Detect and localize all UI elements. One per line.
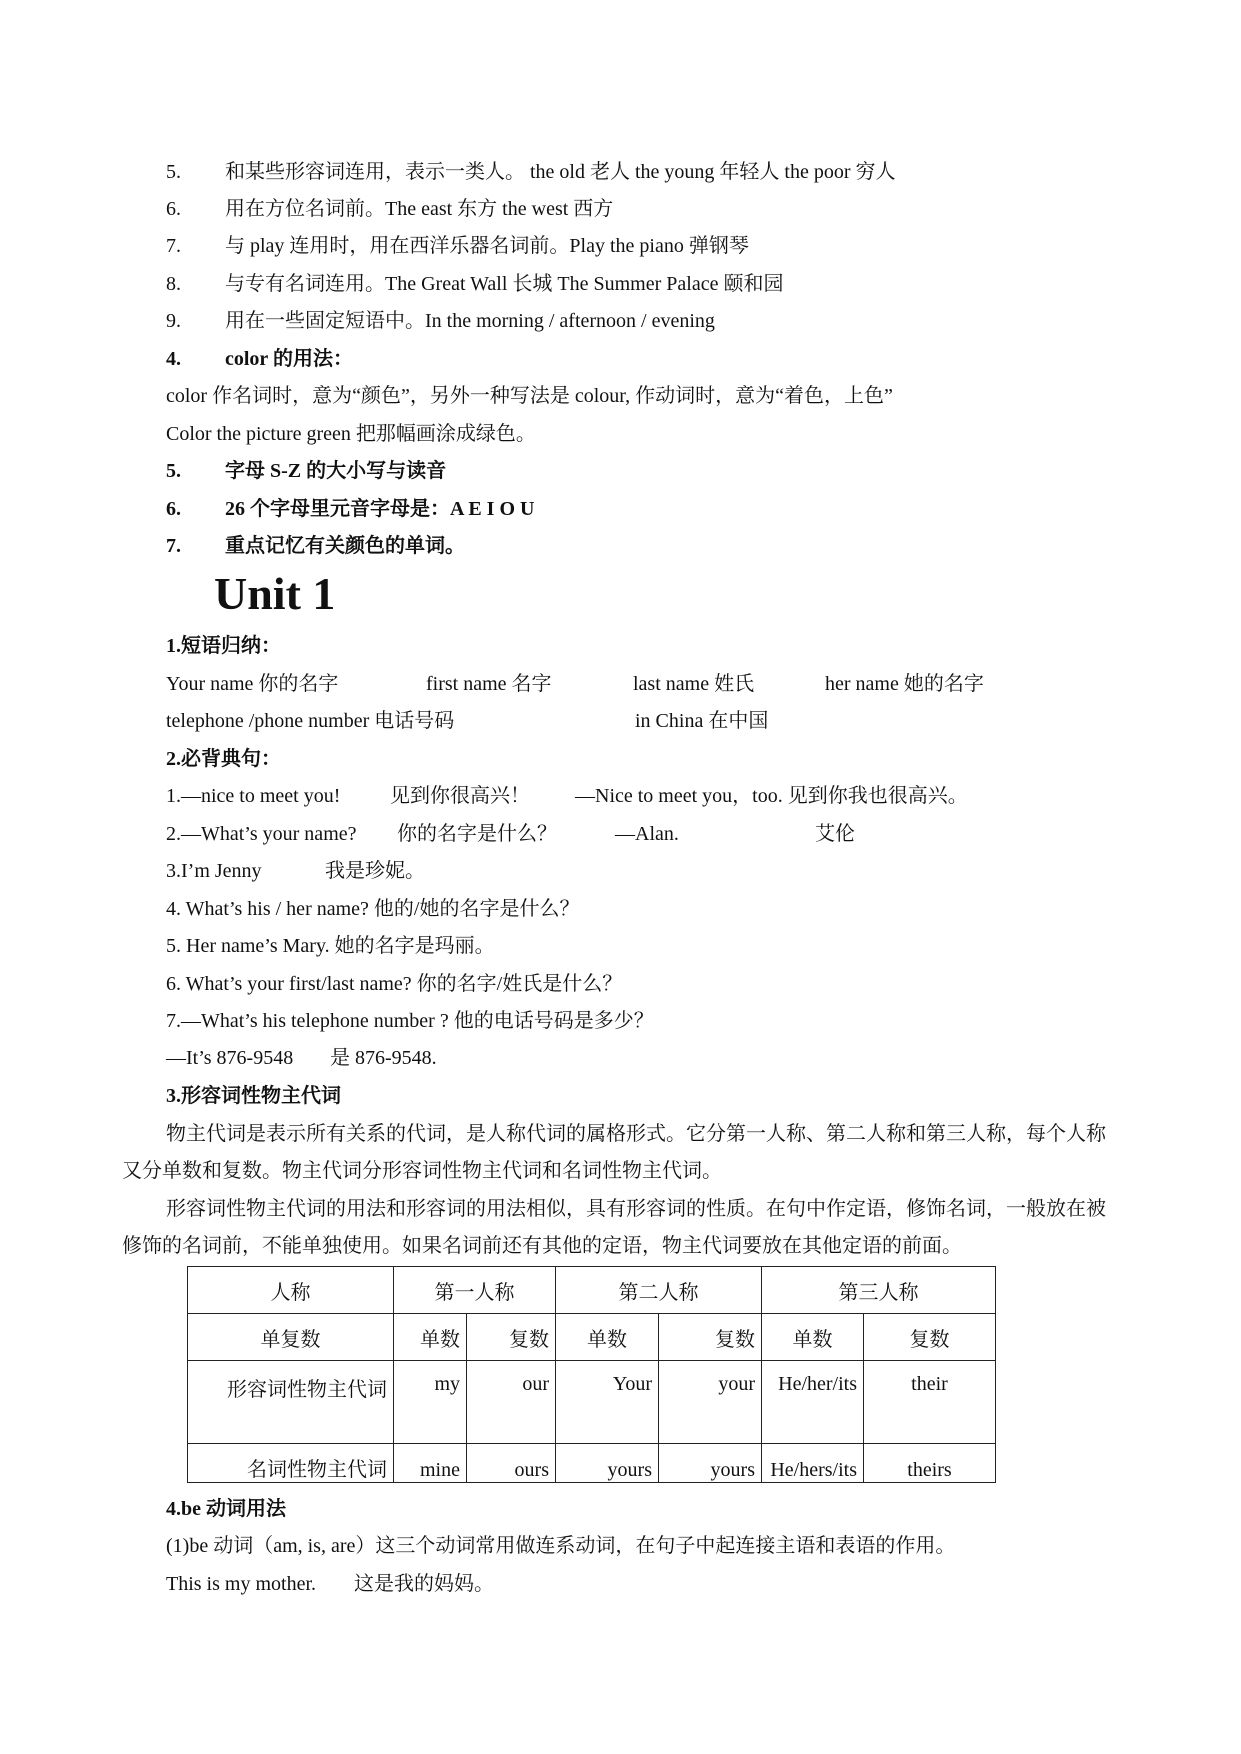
table-header: 第二人称	[556, 1267, 762, 1314]
sentence-en: This is my mother.	[166, 1573, 316, 1595]
sentence-zh: 艾伦	[815, 823, 855, 845]
sentence-zh: 是 876-9548.	[330, 1047, 437, 1069]
table-cell: ours	[467, 1444, 556, 1483]
list-item	[166, 495, 534, 523]
table-cell: our	[467, 1361, 556, 1444]
table-cell: He/her/its	[762, 1361, 864, 1444]
table-cell: my	[394, 1361, 467, 1444]
item-number: 5.	[166, 161, 181, 183]
sentence	[166, 820, 855, 848]
sentence: 7.—What’s his telephone number ? 他的电话号码是多少？	[166, 1010, 654, 1032]
sentence: 4. What’s his / her name? 他的/她的名字是什么？	[166, 898, 580, 920]
table-cell: 形容词性物主代词	[188, 1361, 394, 1444]
sentence	[166, 857, 425, 885]
list-item	[166, 532, 465, 560]
item-number: 9.	[166, 310, 181, 332]
phrase: in China 在中国	[635, 710, 769, 732]
item-text: 和某些形容词连用，表示一类人。 the old 老人 the young 年轻人 the poor 穷人	[225, 161, 896, 183]
color-example: Color the picture green 把那幅画涂成绿色。	[166, 423, 536, 445]
table-row	[188, 1314, 996, 1361]
section-heading: 4.be 动词用法	[166, 1498, 286, 1520]
item-text: 与专有名词连用。The Great Wall 长城 The Summer Palace 颐和园	[225, 273, 784, 295]
table-cell: 名词性物主代词	[188, 1444, 394, 1483]
sentence-en: 2.—What’s your name?	[166, 823, 357, 845]
table-cell: 单数	[556, 1314, 659, 1361]
sentence-zh: 你的名字是什么？	[397, 823, 557, 845]
item-number: 6.	[166, 198, 181, 220]
table-row	[188, 1444, 996, 1483]
table-header: 第三人称	[762, 1267, 996, 1314]
phrase: first name 名字	[426, 673, 552, 695]
list-item	[166, 270, 783, 298]
be-verb-example	[166, 1570, 494, 1598]
list-item	[166, 457, 446, 485]
item-number: 4.	[166, 348, 181, 370]
table-cell: 复数	[864, 1314, 996, 1361]
table-cell: 单数	[394, 1314, 467, 1361]
list-item	[166, 195, 613, 223]
item-text: 26 个字母里元音字母是：A E I O U	[225, 498, 535, 520]
item-number: 7.	[166, 535, 181, 557]
item-text: 重点记忆有关颜色的单词。	[225, 535, 465, 557]
table-cell: yours	[556, 1444, 659, 1483]
item-text: 用在一些固定短语中。In the morning / afternoon / evening	[225, 310, 715, 332]
item-number: 7.	[166, 235, 181, 257]
color-heading	[166, 345, 353, 373]
table-cell: 复数	[659, 1314, 762, 1361]
sentence-zh: 这是我的妈妈。	[354, 1573, 494, 1595]
phrase: telephone /phone number 电话号码	[166, 710, 455, 732]
item-text: 与 play 连用时，用在西洋乐器名词前。Play the piano 弹钢琴	[225, 235, 749, 257]
sentence: 6. What’s your first/last name? 你的名字/姓氏是什么？	[166, 973, 623, 995]
table-cell: 单复数	[188, 1314, 394, 1361]
section-heading: 3.形容词性物主代词	[166, 1085, 341, 1107]
list-item	[166, 232, 749, 260]
list-item	[166, 307, 715, 335]
phrases-row	[166, 670, 984, 698]
sentence-zh: 见到你很高兴！	[390, 785, 530, 807]
unit-title: Unit 1	[214, 568, 336, 619]
list-item	[166, 158, 896, 186]
sentence-zh: 我是珍妮。	[325, 860, 425, 882]
sentence-en: 1.—nice to meet you!	[166, 785, 341, 807]
item-number: 6.	[166, 498, 181, 520]
phrase: her name 她的名字	[825, 673, 984, 695]
table-header: 第一人称	[394, 1267, 556, 1314]
phrase: last name 姓氏	[633, 673, 755, 695]
item-text: 字母 S-Z 的大小写与读音	[225, 460, 447, 482]
sentence-en: —It’s 876-9548	[166, 1047, 294, 1069]
table-row	[188, 1267, 996, 1314]
heading-text: color 的用法：	[225, 348, 353, 370]
table-cell: 单数	[762, 1314, 864, 1361]
table-cell: mine	[394, 1444, 467, 1483]
section-heading: 2.必背典句：	[166, 748, 281, 770]
item-number: 5.	[166, 460, 181, 482]
paragraph-text: 形容词性物主代词的用法和形容词的用法相似，具有形容词的性质。在句中作定语，修饰名词，一般放在被修饰的名词前，不能单独使用。如果名词前还有其他的定语，物主代词要放在其他定语的前面。	[122, 1198, 1106, 1257]
pronoun-table	[187, 1266, 996, 1483]
color-line: color 作名词时，意为“颜色”，另外一种写法是 colour, 作动词时，意为“着色，上色”	[166, 385, 893, 407]
table-cell: their	[864, 1361, 996, 1444]
table-row	[188, 1361, 996, 1444]
be-verb-line: (1)be 动词（am, is, are）这三个动词常用做连系动词，在句子中起连接主语和表语的作用。	[166, 1535, 956, 1557]
sentence-en: 3.I’m Jenny	[166, 860, 262, 882]
phrases-row	[166, 707, 768, 735]
table-cell: your	[659, 1361, 762, 1444]
paragraph	[122, 1191, 1120, 1265]
paragraph-text: 物主代词是表示所有关系的代词，是人称代词的属格形式。它分第一人称、第二人称和第三人称，每个人称又分单数和复数。物主代词分形容词性物主代词和名词性物主代词。	[122, 1123, 1106, 1182]
table-cell: theirs	[864, 1444, 996, 1483]
section-heading: 1.短语归纳：	[166, 635, 281, 657]
sentence-reply: —Nice to meet you，too. 见到你我也很高兴。	[575, 785, 968, 807]
table-cell: 复数	[467, 1314, 556, 1361]
paragraph	[122, 1116, 1120, 1190]
sentence: 5. Her name’s Mary. 她的名字是玛丽。	[166, 935, 495, 957]
phrase: Your name 你的名字	[166, 673, 339, 695]
sentence-reply: —Alan.	[615, 823, 679, 845]
table-header: 人称	[188, 1267, 394, 1314]
item-text: 用在方位名词前。The east 东方 the west 西方	[225, 198, 614, 220]
sentence	[166, 782, 968, 810]
item-number: 8.	[166, 273, 181, 295]
table-cell: yours	[659, 1444, 762, 1483]
sentence	[166, 1044, 437, 1072]
table-cell: He/hers/its	[762, 1444, 864, 1483]
table-cell: Your	[556, 1361, 659, 1444]
